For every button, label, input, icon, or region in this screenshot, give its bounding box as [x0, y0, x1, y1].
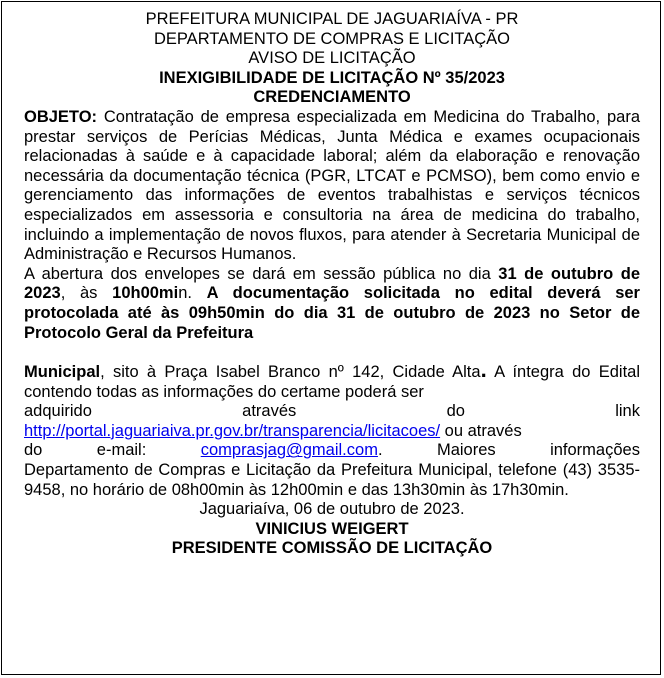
word-email: e-mail: — [96, 441, 147, 460]
signer-role: PRESIDENTE COMISSÃO DE LICITAÇÃO — [171, 539, 493, 558]
abertura-time: 10h00mi — [112, 284, 179, 303]
email-wrap — [201, 441, 383, 461]
link-line — [24, 422, 640, 442]
word-maiores: Maiores — [436, 441, 496, 460]
header-aviso: AVISO DE LICITAÇÃO — [248, 49, 416, 68]
abertura-text-3: n. — [178, 284, 207, 303]
word-do: do — [446, 402, 465, 421]
word-link: link — [615, 402, 640, 421]
email-link[interactable]: comprasjag@gmail.com — [200, 441, 378, 460]
notice-document — [24, 10, 640, 559]
ou-atraves-text: ou através — [440, 421, 522, 440]
email-line — [24, 441, 640, 461]
objeto-text: Contratação de empresa especializada em Medicina do Trabalho, para prestar serviços de Perícias Médicas, Junta Médica e exames ocupacionais relacionadas à saúde e à capacidade laboral; além da elaboração e renovação necessária da documentação técnica (PGR, LTCAT e PCMSO), bem como envio e gerenciamento das informações de eventos trabalhistas e serviços técnicos especializados em assessoria e consultoria na área de medicina do trabalho, incluindo a implementação de novos fluxos, para atender à Secretaria Municipal de Administração e Recursos Humanos. — [24, 107, 640, 264]
header-prefeitura: PREFEITURA MUNICIPAL DE JAGUARIAÍVA - PR — [145, 10, 519, 28]
header-inexigibilidade: INEXIGIBILIDADE DE LICITAÇÃO Nº 35/2023 — [159, 68, 505, 87]
spacer — [24, 343, 640, 362]
licitacoes-link[interactable]: http://portal.jaguariaiva.pr.gov.br/transparencia/licitacoes/ — [24, 421, 441, 440]
email-period: . — [377, 441, 383, 460]
contact-paragraph: Departamento de Compras e Licitação da Prefeitura Municipal, telefone (43) 3535-9458, no horário de 08h00min às 12h00min e das 13h30min às 17h30min. — [24, 461, 640, 499]
word-informacoes: informações — [550, 441, 640, 460]
signer-name: VINICIUS WEIGERT — [255, 519, 409, 538]
abertura-text: A abertura dos envelopes se dará em sessão pública no dia — [24, 264, 499, 283]
abertura-paragraph — [24, 265, 640, 343]
address-dot: . — [480, 357, 487, 383]
abertura-protocolo: A documentação solicitada no edital deverá ser protocolada até às 09h50min do dia 31 de outubro de 2023 no Setor de Protocolo Geral da Prefeitura — [24, 284, 640, 342]
word-do-2: do — [24, 441, 43, 460]
abertura-date: 31 de outubro de 2023 — [24, 264, 640, 303]
address-text: , sito à Praça Isabel Branco nº 142, Cidade Alta — [100, 363, 481, 382]
header-credenciamento: CREDENCIAMENTO — [253, 88, 411, 107]
integra-text: A íntegra do Edital contendo todas as informações do certame poderá ser — [24, 363, 640, 401]
place-date: Jaguariaíva, 06 de outubro de 2023. — [199, 500, 465, 519]
adquirido-line — [24, 402, 640, 422]
abertura-text-2: , às — [60, 284, 113, 303]
word-adquirido: adquirido — [24, 402, 92, 421]
header-departamento: DEPARTAMENTO DE COMPRAS E LICITAÇÃO — [153, 29, 511, 48]
municipal-label: Municipal — [24, 363, 101, 382]
municipal-paragraph — [24, 357, 640, 402]
objeto-paragraph — [24, 108, 640, 265]
word-atraves: através — [242, 402, 297, 421]
objeto-label: OBJETO: — [24, 107, 98, 126]
